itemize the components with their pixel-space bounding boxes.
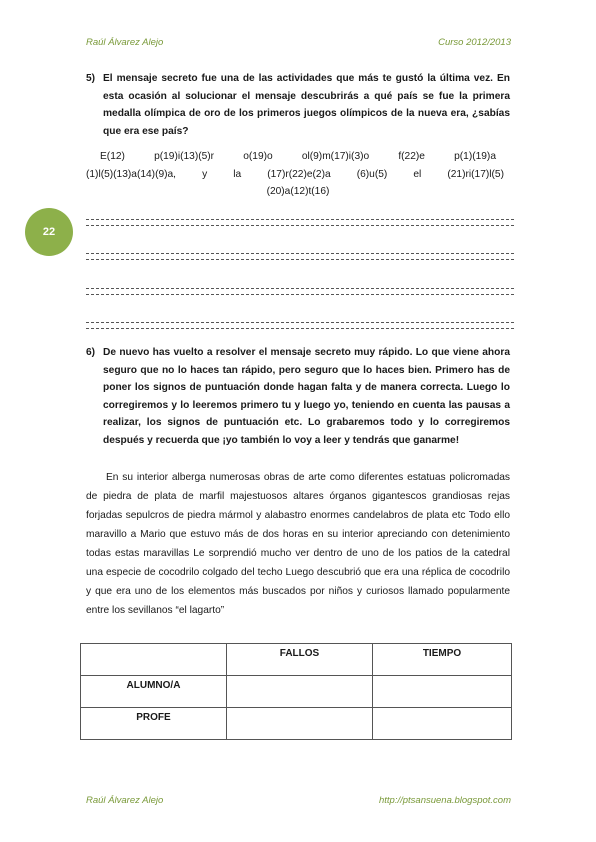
code-token: ol(9)m(17)i(3)o xyxy=(301,151,370,162)
footer-url[interactable]: http://ptsansuena.blogspot.com xyxy=(378,795,511,806)
code-token: (6)u(5) xyxy=(356,168,388,180)
code-row-2 xyxy=(86,166,504,184)
score-table xyxy=(80,643,512,740)
answer-line[interactable] xyxy=(86,225,514,226)
question-5 xyxy=(86,70,510,140)
code-token: p(1)(19)a xyxy=(454,151,496,162)
question-6-number: 6) xyxy=(86,347,96,358)
answer-line[interactable] xyxy=(86,219,514,220)
answer-line[interactable] xyxy=(86,322,514,323)
page-number-badge: 22 xyxy=(25,208,73,256)
code-token: (20)a(12)t(16) xyxy=(266,186,330,197)
table-row xyxy=(81,676,512,708)
header-author: Raúl Álvarez Alejo xyxy=(86,37,164,48)
code-token: y xyxy=(202,168,208,180)
reading-paragraph: En su interior alberga numerosas obras de arte como diferentes estatuas policromadas de piedra de plata de marfil majestuosos altares órganos gigantescos grandiosas rejas forjadas sepulcros de piedra mármol y alabastro enormes candelabros de plata etc Todo ello maravillo a Mario que estuvo más de dos horas en su interior apreciando con detenimiento todas estas maravillas Le sorprendió mucho ver dentro de uno de los patios de la catedral una especie de cocodrilo colgado del techo Luego descubrió que era una réplica de cocodrilo y que era uno de los elementos más buscados por niños y curiosos llamado popularmente entre los sevillanos “el lagarto” xyxy=(86,472,510,616)
code-token: o(19)o xyxy=(243,151,273,162)
code-token: (21)ri(17)l(5) xyxy=(447,168,504,180)
code-token: (17)r(22)e(2)a xyxy=(267,168,331,180)
question-5-number: 5) xyxy=(86,73,96,84)
table-header-tiempo: TIEMPO xyxy=(373,644,512,676)
code-token: la xyxy=(233,168,242,180)
tiempo-cell[interactable] xyxy=(373,676,512,708)
question-6 xyxy=(86,344,510,449)
table-header-cell xyxy=(81,644,227,676)
code-token: f(22)e xyxy=(398,151,425,162)
code-token: el xyxy=(413,168,422,180)
secret-code xyxy=(86,148,504,201)
answer-line[interactable] xyxy=(86,328,514,329)
code-token: E(12) xyxy=(100,151,125,162)
answer-line[interactable] xyxy=(86,259,514,260)
header-course: Curso 2012/2013 xyxy=(438,37,511,48)
question-5-text: El mensaje secreto fue una de las actividades que más te gustó la última vez. En esta ocasión al solucionar el mensaje descubrirás a qué país se fue la primera medalla olímpica de oro de los primeros juegos olímpicos de la nueva era, ¿sabías que era ese país? xyxy=(103,73,510,137)
table-row xyxy=(81,708,512,740)
row-label-alumno: ALUMNO/A xyxy=(81,676,227,708)
answer-line[interactable] xyxy=(86,294,514,295)
code-row-3 xyxy=(100,183,496,201)
answer-line[interactable] xyxy=(86,288,514,289)
fallos-cell[interactable] xyxy=(227,708,373,740)
row-label-profe: PROFE xyxy=(81,708,227,740)
code-row-1 xyxy=(100,148,496,166)
table-header-fallos: FALLOS xyxy=(227,644,373,676)
table-header-row xyxy=(81,644,512,676)
tiempo-cell[interactable] xyxy=(373,708,512,740)
fallos-cell[interactable] xyxy=(227,676,373,708)
code-token: p(19)i(13)(5)r xyxy=(154,151,215,162)
code-token: (1)l(5)(13)a(14)(9)a, xyxy=(86,168,177,180)
question-6-text: De nuevo has vuelto a resolver el mensaje secreto muy rápido. Lo que viene ahora seguro que no lo haces tan rápido, pero seguro que lo haces bien. Primero has de poner los signos de puntuación donde hagan falta y de manera correcta. Luego lo corregiremos y lo leeremos primero tu y luego yo, teniendo en cuenta las pausas a realizar, los signos de puntuación etc. Lo grabaremos todo y lo corregiremos después y recuerda que ¡yo también lo voy a leer y tendrás que ganarme! xyxy=(103,347,510,446)
answer-line[interactable] xyxy=(86,253,514,254)
footer-author: Raúl Álvarez Alejo xyxy=(86,795,164,806)
